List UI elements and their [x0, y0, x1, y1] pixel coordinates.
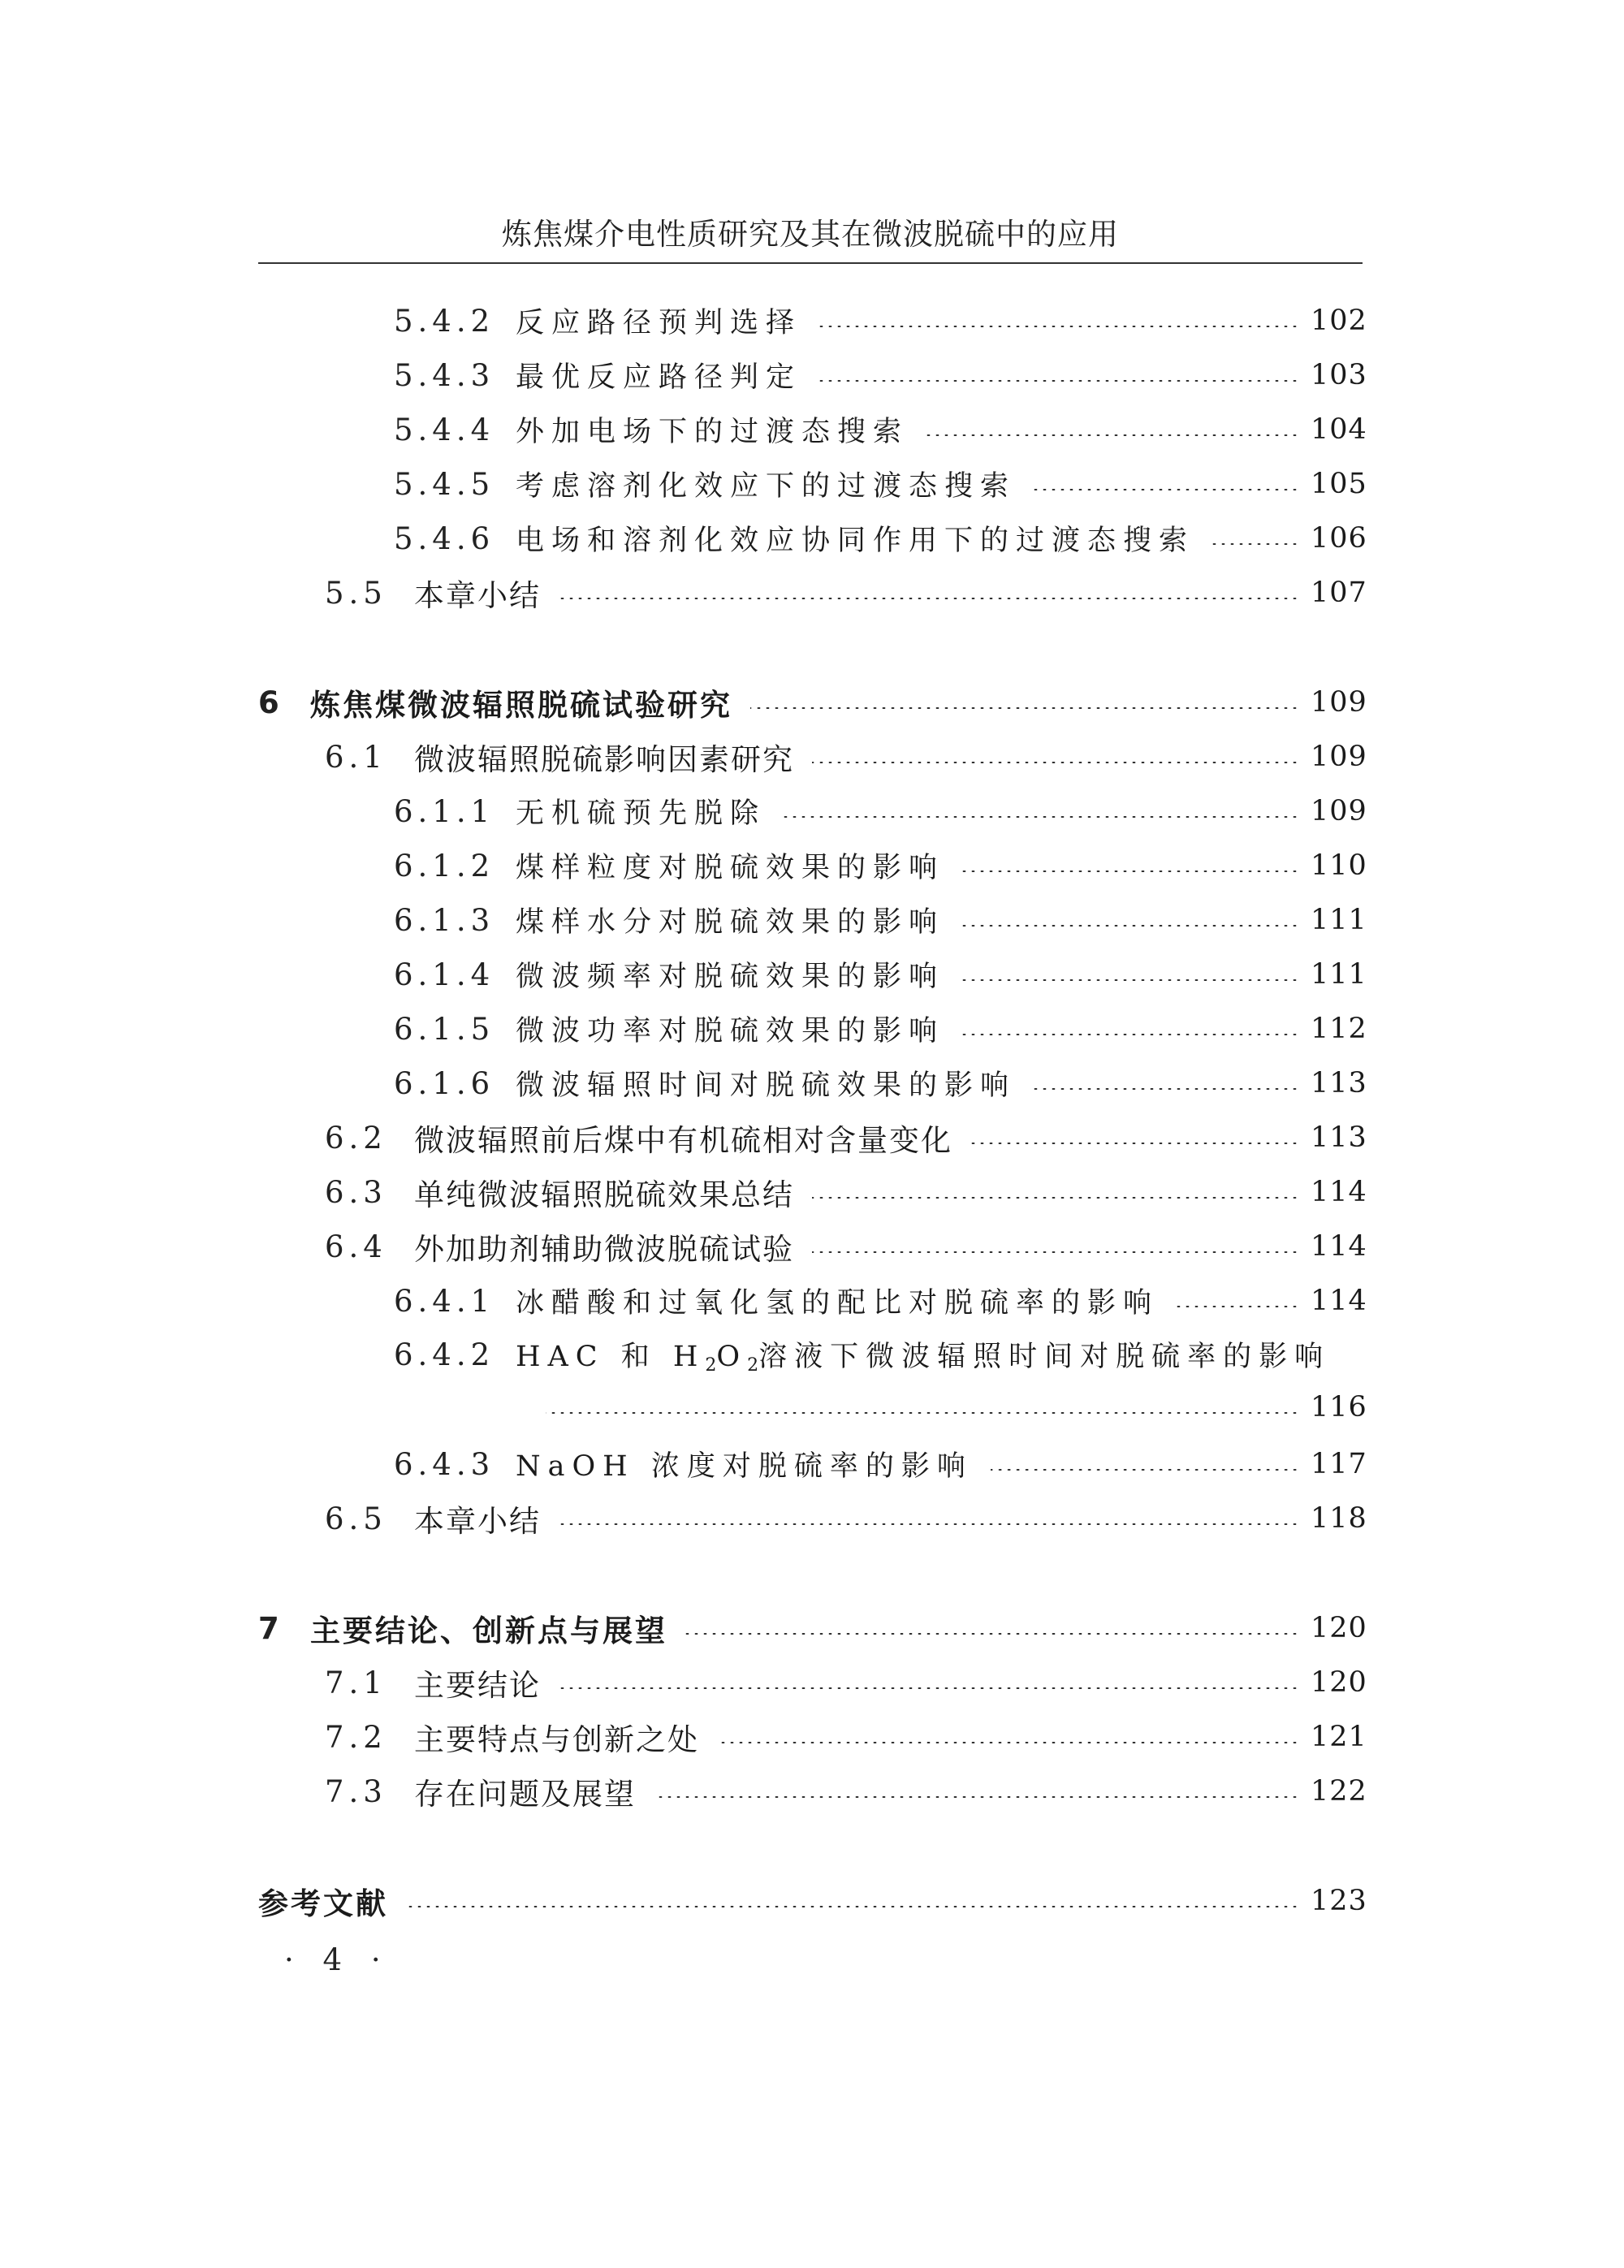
toc-number: 5.4.6: [394, 521, 495, 556]
dot-leader: [1034, 489, 1299, 490]
page-number-footer: · 4 ·: [284, 1942, 391, 1977]
toc-number: 6.1.3: [394, 902, 495, 938]
dot-leader: [559, 1523, 1299, 1525]
dot-leader: [559, 598, 1299, 599]
toc-entry[interactable]: [0, 897, 1367, 943]
toc-page-number: 109: [1311, 686, 1367, 719]
toc-entry[interactable]: [0, 1278, 1367, 1324]
toc-title: 微波辐照脱硫影响因素研究: [414, 742, 794, 777]
toc-title: 微波辐照时间对脱硫效果的影响: [516, 1069, 1017, 1102]
dot-leader: [962, 1034, 1299, 1035]
toc-entry[interactable]: [0, 1769, 1367, 1814]
toc-entry[interactable]: [0, 1878, 1367, 1924]
dot-leader: [685, 1633, 1299, 1635]
toc-title: 煤样水分对脱硫效果的影响: [516, 906, 945, 939]
toc-entry[interactable]: [0, 1061, 1367, 1106]
toc-page-number: 102: [1311, 305, 1367, 337]
toc-entry[interactable]: [0, 952, 1367, 997]
toc-number: 6.4.3: [394, 1446, 495, 1482]
toc-number: 6.1.1: [394, 793, 495, 829]
toc-number: 6.1.2: [394, 848, 495, 883]
dot-leader: [1212, 543, 1299, 545]
toc-entry[interactable]: [0, 352, 1367, 398]
toc-number: 5.4.3: [394, 357, 495, 393]
subscript: 2: [705, 1354, 717, 1376]
header-rule: [258, 262, 1363, 264]
dot-leader: [750, 707, 1299, 709]
toc-number: 7: [258, 1610, 284, 1646]
dot-leader: [546, 1412, 1299, 1414]
running-header: 炼焦煤介电性质研究及其在微波脱硫中的应用: [502, 217, 1119, 252]
toc-entry[interactable]: [0, 461, 1367, 507]
toc-page-number: 114: [1311, 1285, 1367, 1317]
toc-number: 6.4: [325, 1229, 387, 1264]
toc-title: 主要特点与创新之处: [414, 1722, 699, 1757]
toc-number: 7.1: [325, 1665, 387, 1700]
subscript: 2: [747, 1354, 759, 1376]
toc-title: 微波辐照前后煤中有机硫相对含量变化: [414, 1123, 952, 1158]
toc-title: 反应路径预判选择: [516, 307, 802, 339]
toc-page-number: 112: [1311, 1013, 1367, 1045]
toc-entry[interactable]: [0, 734, 1367, 780]
toc-page-number: 110: [1311, 849, 1367, 882]
toc-title: 微波功率对脱硫效果的影响: [516, 1015, 945, 1048]
toc-entry[interactable]: [0, 298, 1367, 343]
toc-number: 6.1.6: [394, 1065, 495, 1101]
toc-number: 5.5: [325, 575, 387, 611]
dot-leader: [717, 1742, 1299, 1743]
toc-page-number: 106: [1311, 522, 1367, 555]
toc-entry[interactable]: [0, 1441, 1367, 1487]
toc-title: 煤样粒度对脱硫效果的影响: [516, 852, 945, 884]
toc-entry[interactable]: [0, 407, 1367, 452]
toc-number: 6.3: [325, 1174, 387, 1210]
toc-title: 本章小结: [414, 578, 541, 613]
toc-entry[interactable]: [0, 1660, 1367, 1705]
toc-page-number: 114: [1311, 1176, 1367, 1208]
title-part: HAC 和 H: [516, 1340, 706, 1373]
toc-page-number: 117: [1311, 1448, 1367, 1480]
dot-leader: [812, 1251, 1299, 1253]
dot-leader: [962, 979, 1299, 981]
toc-number: 6.2: [325, 1120, 387, 1156]
title-part: O: [716, 1340, 748, 1373]
toc-page-number: 109: [1311, 795, 1367, 827]
toc-entry[interactable]: [0, 1605, 1367, 1651]
toc-page-number: 107: [1311, 577, 1367, 609]
toc-page-number: 122: [1311, 1775, 1367, 1808]
toc-title: [516, 1334, 1330, 1376]
toc-title: 考虑溶剂化效应下的过渡态搜索: [516, 470, 1017, 503]
toc-title: 主要结论: [414, 1668, 541, 1703]
dot-leader: [559, 1687, 1299, 1689]
toc-page-number: 123: [1311, 1885, 1367, 1917]
dot-leader: [926, 434, 1299, 436]
toc-title: 参考文献: [258, 1886, 388, 1921]
toc-title: NaOH 浓度对脱硫率的影响: [516, 1450, 973, 1483]
toc-number: 6.1: [325, 739, 387, 775]
toc-number: 6: [258, 685, 284, 720]
dot-leader: [991, 1469, 1299, 1471]
toc-title: 最优反应路径判定: [516, 361, 802, 394]
toc-page-number: 116: [1311, 1391, 1367, 1423]
toc-title: 单纯微波辐照脱硫效果总结: [414, 1177, 794, 1212]
toc-title: 外加助剂辅助微波脱硫试验: [414, 1232, 794, 1267]
toc-entry[interactable]: [0, 516, 1367, 561]
toc-number: 6.4.2: [394, 1337, 495, 1372]
toc-number: 6.1.5: [394, 1011, 495, 1047]
toc-page-number: 109: [1311, 741, 1367, 773]
toc-page-number: 105: [1311, 468, 1367, 500]
toc-entry[interactable]: [0, 788, 1367, 834]
toc-entry[interactable]: [0, 1115, 1367, 1160]
toc-number: 7.3: [325, 1773, 387, 1809]
toc-number: 5.4.5: [394, 466, 495, 502]
toc-number: 5.4.4: [394, 412, 495, 447]
toc-number: 7.2: [325, 1719, 387, 1755]
toc-entry[interactable]: [0, 843, 1367, 888]
title-part: 溶液下微波辐照时间对脱硫率的影响: [758, 1340, 1331, 1373]
toc-title: 冰醋酸和过氧化氢的配比对脱硫率的影响: [516, 1287, 1160, 1320]
toc-number: 5.4.2: [394, 303, 495, 339]
toc-page-number: 104: [1311, 413, 1367, 446]
toc-entry[interactable]: [0, 1714, 1367, 1760]
toc-page-number: 118: [1311, 1502, 1367, 1535]
toc-title: 炼焦煤微波辐照脱硫试验研究: [310, 688, 732, 723]
dot-leader: [819, 326, 1299, 327]
dot-leader: [406, 1906, 1299, 1907]
dot-leader: [784, 816, 1299, 818]
toc-page-number: 114: [1311, 1230, 1367, 1263]
toc-entry[interactable]: [0, 680, 1367, 725]
dot-leader: [962, 870, 1299, 872]
toc-title: 微波频率对脱硫效果的影响: [516, 961, 945, 993]
toc-entry[interactable]: [0, 570, 1367, 616]
toc-number: 6.1.4: [394, 957, 495, 992]
dot-leader: [970, 1143, 1299, 1144]
toc-title: 存在问题及展望: [414, 1777, 636, 1812]
toc-entry[interactable]: [0, 1496, 1367, 1541]
dot-leader: [812, 1197, 1299, 1199]
toc-page-number: 121: [1311, 1721, 1367, 1753]
dot-leader: [819, 380, 1299, 382]
toc-page-number: 120: [1311, 1612, 1367, 1644]
toc-title: 无机硫预先脱除: [516, 797, 767, 830]
toc-entry-6-4-2[interactable]: [0, 1332, 1364, 1377]
dot-leader: [1177, 1306, 1299, 1307]
toc-page-number: 113: [1311, 1121, 1367, 1154]
dot-leader: [962, 925, 1299, 927]
toc-number: 6.5: [325, 1501, 387, 1536]
toc-title: 电场和溶剂化效应协同作用下的过渡态搜索: [516, 525, 1195, 557]
dot-leader: [1034, 1088, 1299, 1090]
toc-entry-6-4-2-leader[interactable]: [0, 1385, 1367, 1430]
toc-entry[interactable]: [0, 1224, 1367, 1269]
toc-title: 外加电场下的过渡态搜索: [516, 416, 909, 448]
dot-leader: [654, 1796, 1299, 1798]
dot-leader: [812, 762, 1299, 763]
toc-page-number: 111: [1311, 958, 1367, 991]
toc-page-number: 120: [1311, 1666, 1367, 1699]
toc-entry[interactable]: [0, 1169, 1367, 1215]
toc-page-number: 103: [1311, 359, 1367, 391]
toc-title: 主要结论、创新点与展望: [310, 1614, 667, 1648]
toc-page-number: 111: [1311, 904, 1367, 936]
toc-title: 本章小结: [414, 1504, 541, 1539]
toc-page-number: 113: [1311, 1067, 1367, 1099]
toc-entry[interactable]: [0, 1006, 1367, 1052]
toc-number: 6.4.1: [394, 1283, 495, 1319]
